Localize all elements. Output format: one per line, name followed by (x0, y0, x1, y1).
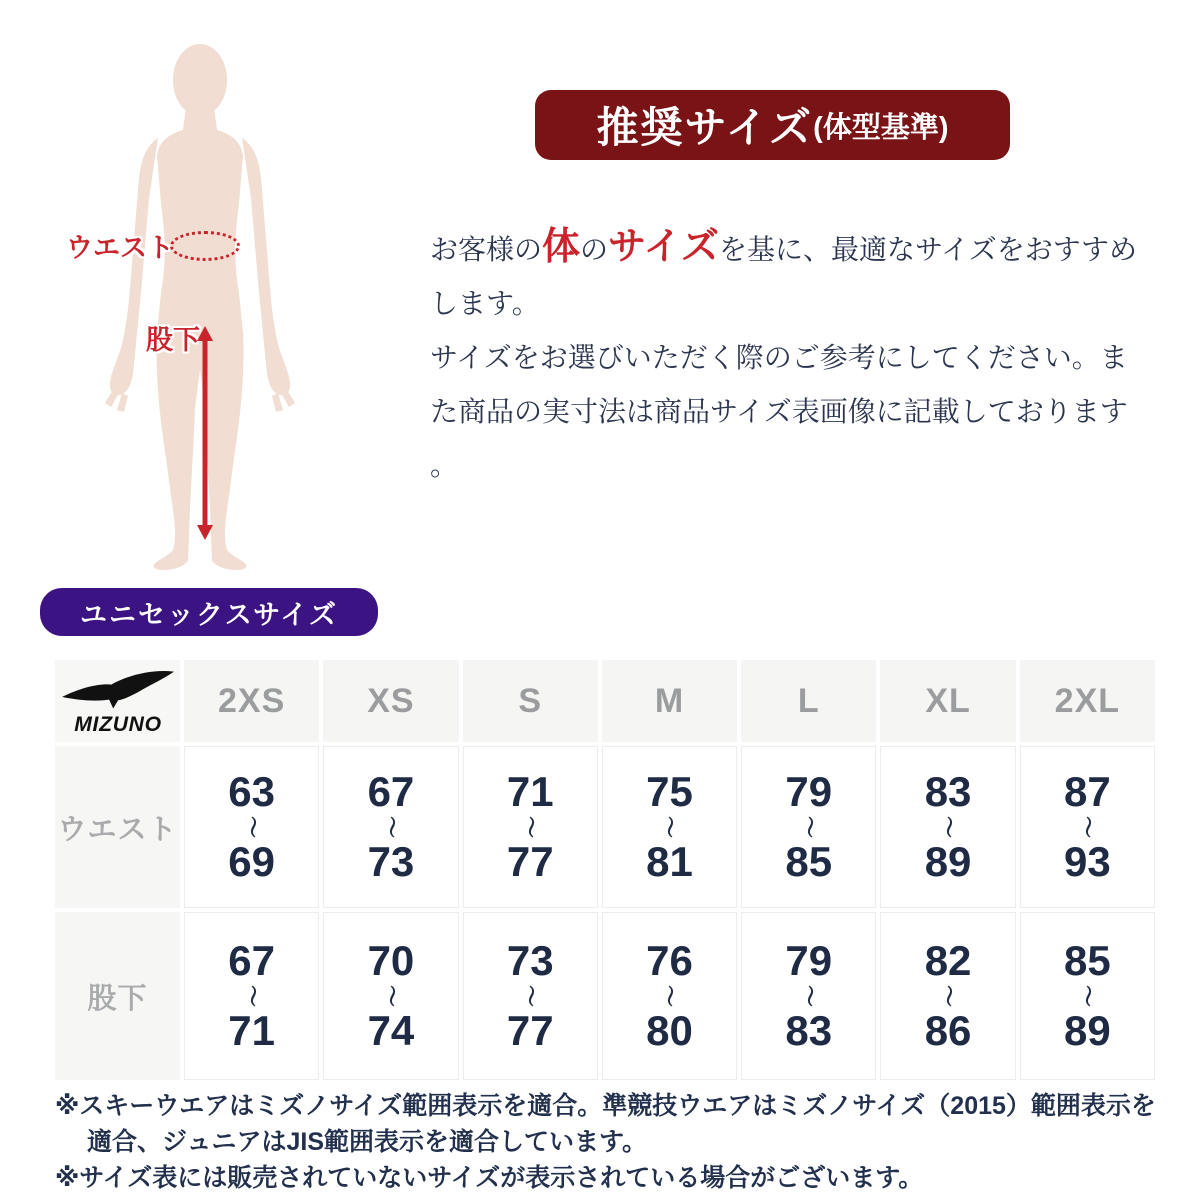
waist-xl: 83 ～ 89 (880, 746, 1015, 908)
waist-xs: 67 ～ 73 (323, 746, 458, 908)
footnote-1: ※スキーウエアはミズノサイズ範囲表示を適合。準競技ウエアはミズノサイズ（2015）範囲表示を適合、ジュニアはJIS範囲表示を適合しています。 (55, 1092, 1156, 1156)
range-tilde: ～ (378, 984, 404, 1008)
range-tilde: ～ (518, 815, 544, 839)
inseam-xl: 82 ～ 86 (880, 912, 1015, 1080)
waist-2xs: 63 ～ 69 (184, 746, 319, 908)
highlight-body: 体 (542, 226, 581, 268)
range-tilde: ～ (518, 984, 544, 1008)
range-tilde: ～ (239, 815, 265, 839)
range-tilde: ～ (657, 984, 683, 1008)
waist-s: 71 ～ 77 (463, 746, 598, 908)
svg-text:MIZUNO: MIZUNO (73, 713, 162, 737)
waist-l: 79 ～ 85 (741, 746, 876, 908)
unisex-size-banner: ユニセックスサイズ (40, 588, 378, 636)
footnotes (55, 1088, 1165, 1196)
range-tilde: ～ (1075, 984, 1101, 1008)
inseam-label: 股下 (146, 325, 200, 355)
waist-label: ウエスト (66, 233, 174, 263)
size-col-l: L (741, 660, 876, 742)
recommended-size-subtitle: (体型基準) (813, 111, 949, 144)
inseam-2xl: 85 ～ 89 (1020, 912, 1155, 1080)
inseam-s: 73 ～ 77 (463, 912, 598, 1080)
recommended-size-title: 推奨サイズ (596, 104, 814, 151)
range-tilde: ～ (936, 815, 962, 839)
size-col-s: S (463, 660, 598, 742)
waist-dotted-ellipse-icon (170, 231, 240, 261)
size-col-2xs: 2XS (184, 660, 319, 742)
range-tilde: ～ (239, 984, 265, 1008)
inseam-arrow-icon (193, 326, 217, 540)
range-tilde: ～ (1075, 815, 1101, 839)
row-label-inseam: 股下 (55, 912, 180, 1080)
range-tilde: ～ (796, 984, 822, 1008)
waist-m: 75 ～ 81 (602, 746, 737, 908)
size-col-xs: XS (323, 660, 458, 742)
inseam-2xs: 67 ～ 71 (184, 912, 319, 1080)
footnote-2: ※サイズ表には販売されていないサイズが表示されている場合がございます。 (55, 1164, 924, 1192)
range-tilde: ～ (796, 815, 822, 839)
recommended-size-banner (535, 90, 1010, 160)
mizuno-logo (55, 660, 180, 742)
inseam-xs: 70 ～ 74 (323, 912, 458, 1080)
highlight-size: サイズ (608, 226, 720, 268)
size-col-2xl: 2XL (1020, 660, 1155, 742)
size-col-m: M (602, 660, 737, 742)
range-tilde: ～ (936, 984, 962, 1008)
size-col-xl: XL (880, 660, 1015, 742)
waist-2xl: 87 ～ 93 (1020, 746, 1155, 908)
range-tilde: ～ (657, 815, 683, 839)
size-description: お客様の体のサイズを基に、最適なサイズをおすすめします。 サイズをお選びいただく際のご参考にしてください。また商品の実寸法は商品サイズ表画像に記載しております。 (430, 226, 1138, 481)
range-tilde: ～ (378, 815, 404, 839)
size-table (55, 660, 1155, 1080)
inseam-l: 79 ～ 83 (741, 912, 876, 1080)
inseam-m: 76 ～ 80 (602, 912, 737, 1080)
row-label-waist: ウエスト (55, 746, 180, 908)
